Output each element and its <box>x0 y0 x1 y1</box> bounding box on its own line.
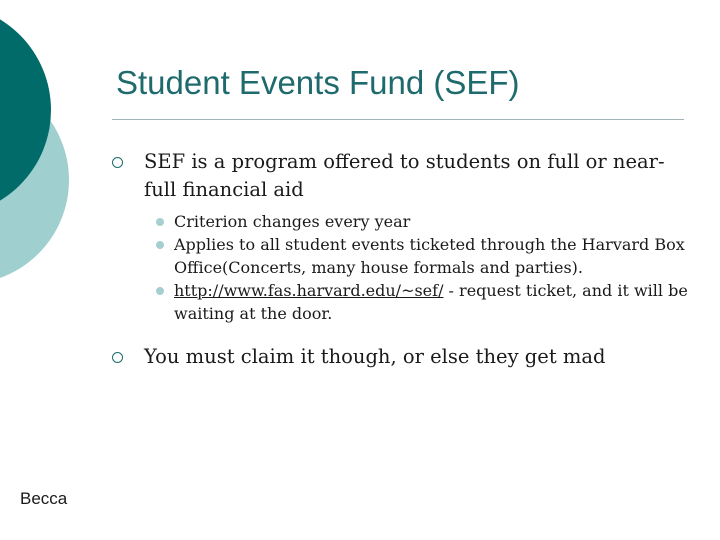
title-divider <box>112 119 684 120</box>
hollow-circle-bullet-icon <box>112 352 123 363</box>
bullet-text: You must claim it though, or else they get mad <box>144 345 606 368</box>
bullet-text: SEF is a program offered to students on full or near-full financial aid <box>144 150 665 201</box>
bullet-list <box>112 148 692 371</box>
sub-bullet-text: Criterion changes every year <box>174 212 411 231</box>
sef-link[interactable]: http://www.fas.harvard.edu/~sef/ <box>174 281 444 300</box>
slide-title: Student Events Fund (SEF) <box>116 64 520 101</box>
bullet-item <box>112 148 692 204</box>
sub-bullet-item <box>112 233 692 279</box>
sub-bullet-list <box>112 210 692 325</box>
bullet-item <box>112 343 692 371</box>
sub-bullet-text: - request ticket, and it will be waiting at the door. <box>174 281 688 323</box>
hollow-circle-bullet-icon <box>112 157 123 168</box>
sub-bullet-text: Applies to all student events ticketed through the Harvard Box Office(Concerts, many house formals and parties). <box>174 235 685 277</box>
sub-bullet-item <box>112 279 692 325</box>
footer-author: Becca <box>20 489 68 508</box>
sub-bullet-item <box>112 210 692 233</box>
dot-bullet-icon <box>156 218 164 226</box>
dot-bullet-icon <box>156 241 164 249</box>
dot-bullet-icon <box>156 287 164 295</box>
spacer <box>112 325 692 343</box>
